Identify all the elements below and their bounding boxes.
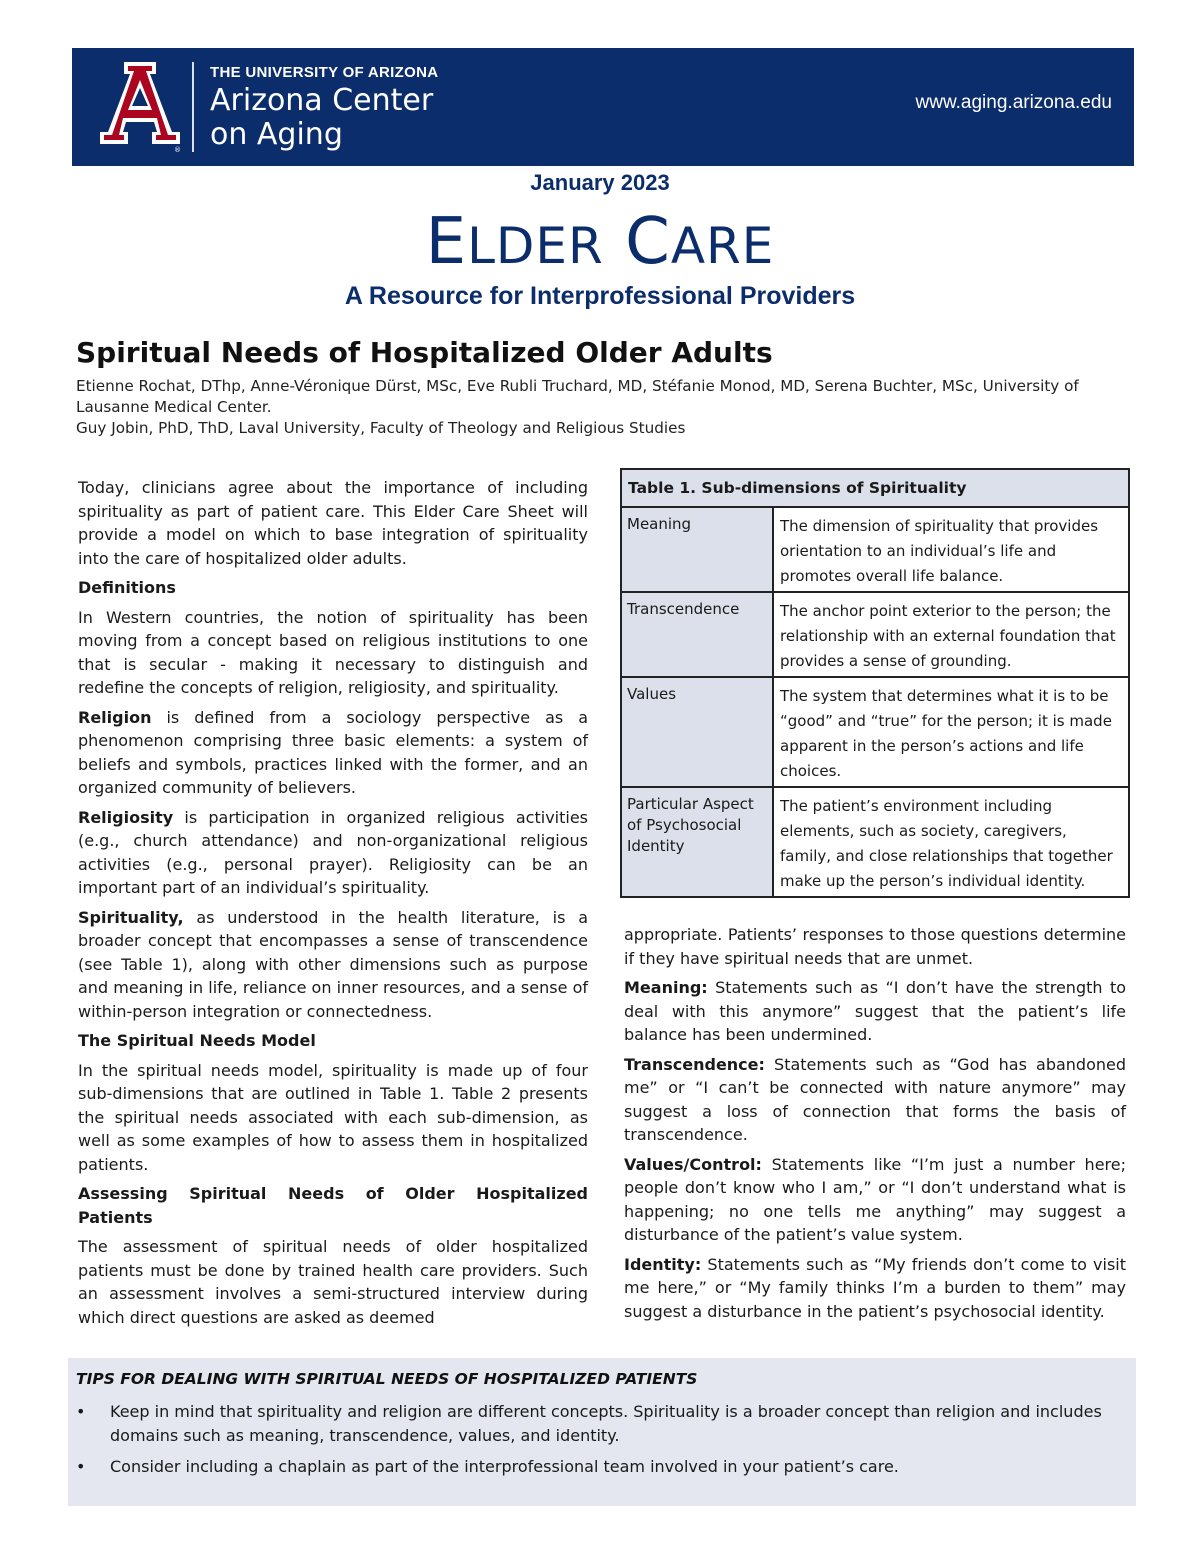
table-definition: The patient’s environment including elements, such as society, caregivers, family, and close relationships that together make up the person’s individual identity.	[773, 787, 1129, 897]
tips-title: TIPS FOR DEALING WITH SPIRITUAL NEEDS OF HOSPITALIZED PATIENTS	[76, 1370, 698, 1388]
list-item	[68, 1400, 1118, 1447]
religiosity-term: Religiosity	[78, 807, 174, 827]
definitions-paragraph: In Western countries, the notion of spirituality has been moving from a concept based on religious institutions to one that is secular - making it necessary to distinguish and redefine the concepts of religion, religiosity, and spirituality.	[78, 607, 588, 697]
table-term: Transcendence	[621, 592, 773, 677]
masthead-are: ARE	[670, 217, 775, 275]
assessing-paragraph: The assessment of spiritual needs of older hospitalized patients must be done by trained health care providers. Such an assessment involves a semi-structured interview during which direct questions are asked as deemed	[78, 1237, 588, 1327]
table-row	[621, 787, 1129, 897]
tips-list	[68, 1400, 1118, 1487]
masthead-e: E	[425, 205, 468, 279]
bullet-icon: •	[76, 1457, 86, 1476]
meaning-text: Statements such as “I don’t have the strength to deal with this anymore” suggest that the patient’s life balance has been undermined.	[624, 978, 1126, 1044]
table-row	[621, 592, 1129, 677]
assessing-heading: Assessing Spiritual Needs of Older Hospitalized Patients	[78, 1184, 588, 1227]
model-heading: The Spiritual Needs Model	[78, 1031, 316, 1050]
table-definition: The anchor point exterior to the person; the relationship with an external foundation that provides a sense of grounding.	[773, 592, 1129, 677]
spirituality-text: as understood in the health literature, is a broader concept that encompasses a sense of transcendence (see Table 1), along with other dimensions such as purpose and meaning in life, reliance on inner resources, and a sense of within-person integration or connectedness.	[78, 907, 588, 1021]
meaning-paragraph	[624, 976, 1126, 1047]
table-term: Values	[621, 677, 773, 787]
religiosity-text: is participation in organized religious activities (e.g., church attendance) and non-organizational religious activities (e.g., personal prayer). Religiosity can be an important part of an individual’s spirituality.	[78, 807, 588, 897]
table-row	[621, 507, 1129, 592]
authors-line2: Guy Jobin, PhD, ThD, Laval University, Faculty of Theology and Religious Studies	[76, 419, 686, 437]
spirituality-paragraph	[78, 906, 588, 1024]
table-term: Particular Aspect of Psychosocial Identity	[621, 787, 773, 897]
religion-text: is defined from a sociology perspective as a phenomenon comprising three basic elements: a system of beliefs and symbols, practices linked with the former, and an organized community of believers.	[78, 707, 588, 797]
identity-term: Identity:	[624, 1254, 702, 1274]
model-paragraph: In the spiritual needs model, spirituality is made up of four sub-dimensions that are outlined in Table 1. Table 2 presents the spiritual needs associated with each sub-dimension, as well as some examples of how to assess them in hospitalized patients.	[78, 1060, 588, 1174]
table-row	[621, 677, 1129, 787]
masthead-title	[0, 206, 1200, 282]
center-name-line2: on Aging	[210, 117, 343, 152]
list-item	[68, 1455, 1118, 1479]
left-column	[78, 476, 588, 1335]
spirituality-term: Spirituality,	[78, 907, 184, 927]
university-name: THE UNIVERSITY OF ARIZONA	[210, 64, 439, 81]
svg-text:®: ®	[174, 146, 181, 154]
table-caption: Table 1. Sub-dimensions of Spirituality	[621, 469, 1129, 507]
values-text: Statements like “I’m just a number here; people don’t know who I am,” or “I don’t understand what is happening; no one tells me anything” may suggest a disturbance of the patient’s value system.	[624, 1154, 1126, 1244]
religion-paragraph	[78, 706, 588, 800]
bullet-icon: •	[76, 1402, 86, 1421]
definitions-heading: Definitions	[78, 578, 176, 597]
religion-term: Religion	[78, 707, 152, 727]
masthead-subtitle: A Resource for Interprofessional Providers	[344, 282, 856, 310]
table-definition: The dimension of spirituality that provides orientation to an individual’s life and promotes overall life balance.	[773, 507, 1129, 592]
tip-text: Keep in mind that spirituality and religion are different concepts. Spirituality is a broader concept than religion and includes domains such as meaning, transcendence, values, and identity.	[110, 1402, 1102, 1445]
tip-text: Consider including a chaplain as part of the interprofessional team involved in your patient’s care.	[110, 1457, 899, 1476]
transcendence-term: Transcendence:	[624, 1054, 765, 1074]
meaning-term: Meaning:	[624, 978, 708, 997]
tips-box	[68, 1358, 1136, 1506]
issue-date: January 2023	[530, 170, 670, 195]
transcendence-paragraph	[624, 1053, 1126, 1147]
right-column	[624, 923, 1126, 1329]
transcendence-text: Statements such as “God has abandoned me” or “I can’t be connected with nature anymore” may suggest a loss of connection that forms the basis of transcendence.	[624, 1054, 1126, 1144]
header-banner	[72, 48, 1134, 166]
religiosity-paragraph	[78, 806, 588, 900]
table-definition: The system that determines what it is to be “good” and “true” for the person; it is made apparent in the person’s actions and life choices.	[773, 677, 1129, 787]
author-list	[76, 376, 1130, 439]
university-of-arizona-logo-icon	[94, 58, 186, 156]
authors-line1: Etienne Rochat, DThp, Anne-Véronique Dürst, MSc, Eve Rubli Truchard, MD, Stéfanie Monod, MD, Serena Buchter, MSc, University of Lausanne Medical Center.	[76, 377, 1079, 416]
continuation-paragraph: appropriate. Patients’ responses to those questions determine if they have spiritual needs that are unmet.	[624, 925, 1126, 968]
values-term: Values/Control:	[624, 1154, 762, 1174]
values-paragraph	[624, 1153, 1126, 1247]
table-sub-dimensions	[620, 468, 1130, 898]
identity-paragraph	[624, 1253, 1126, 1324]
intro-paragraph: Today, clinicians agree about the importance of including spirituality as part of patient care. This Elder Care Sheet will provide a model on which to base integration of spirituality into the care of hospitalized older adults.	[78, 478, 588, 568]
article-title: Spiritual Needs of Hospitalized Older Adults	[76, 336, 773, 369]
masthead-c: C	[625, 205, 671, 279]
website-link[interactable]: www.aging.arizona.edu	[915, 92, 1112, 113]
center-name-line1: Arizona Center	[210, 83, 434, 118]
logo-divider	[192, 62, 194, 152]
table-term: Meaning	[621, 507, 773, 592]
masthead-lder: LDER	[467, 217, 604, 275]
identity-text: Statements such as “My friends don’t come to visit me here,” or “My family thinks I’m a burden to them” may suggest a disturbance in the patient’s psychosocial identity.	[624, 1254, 1126, 1321]
